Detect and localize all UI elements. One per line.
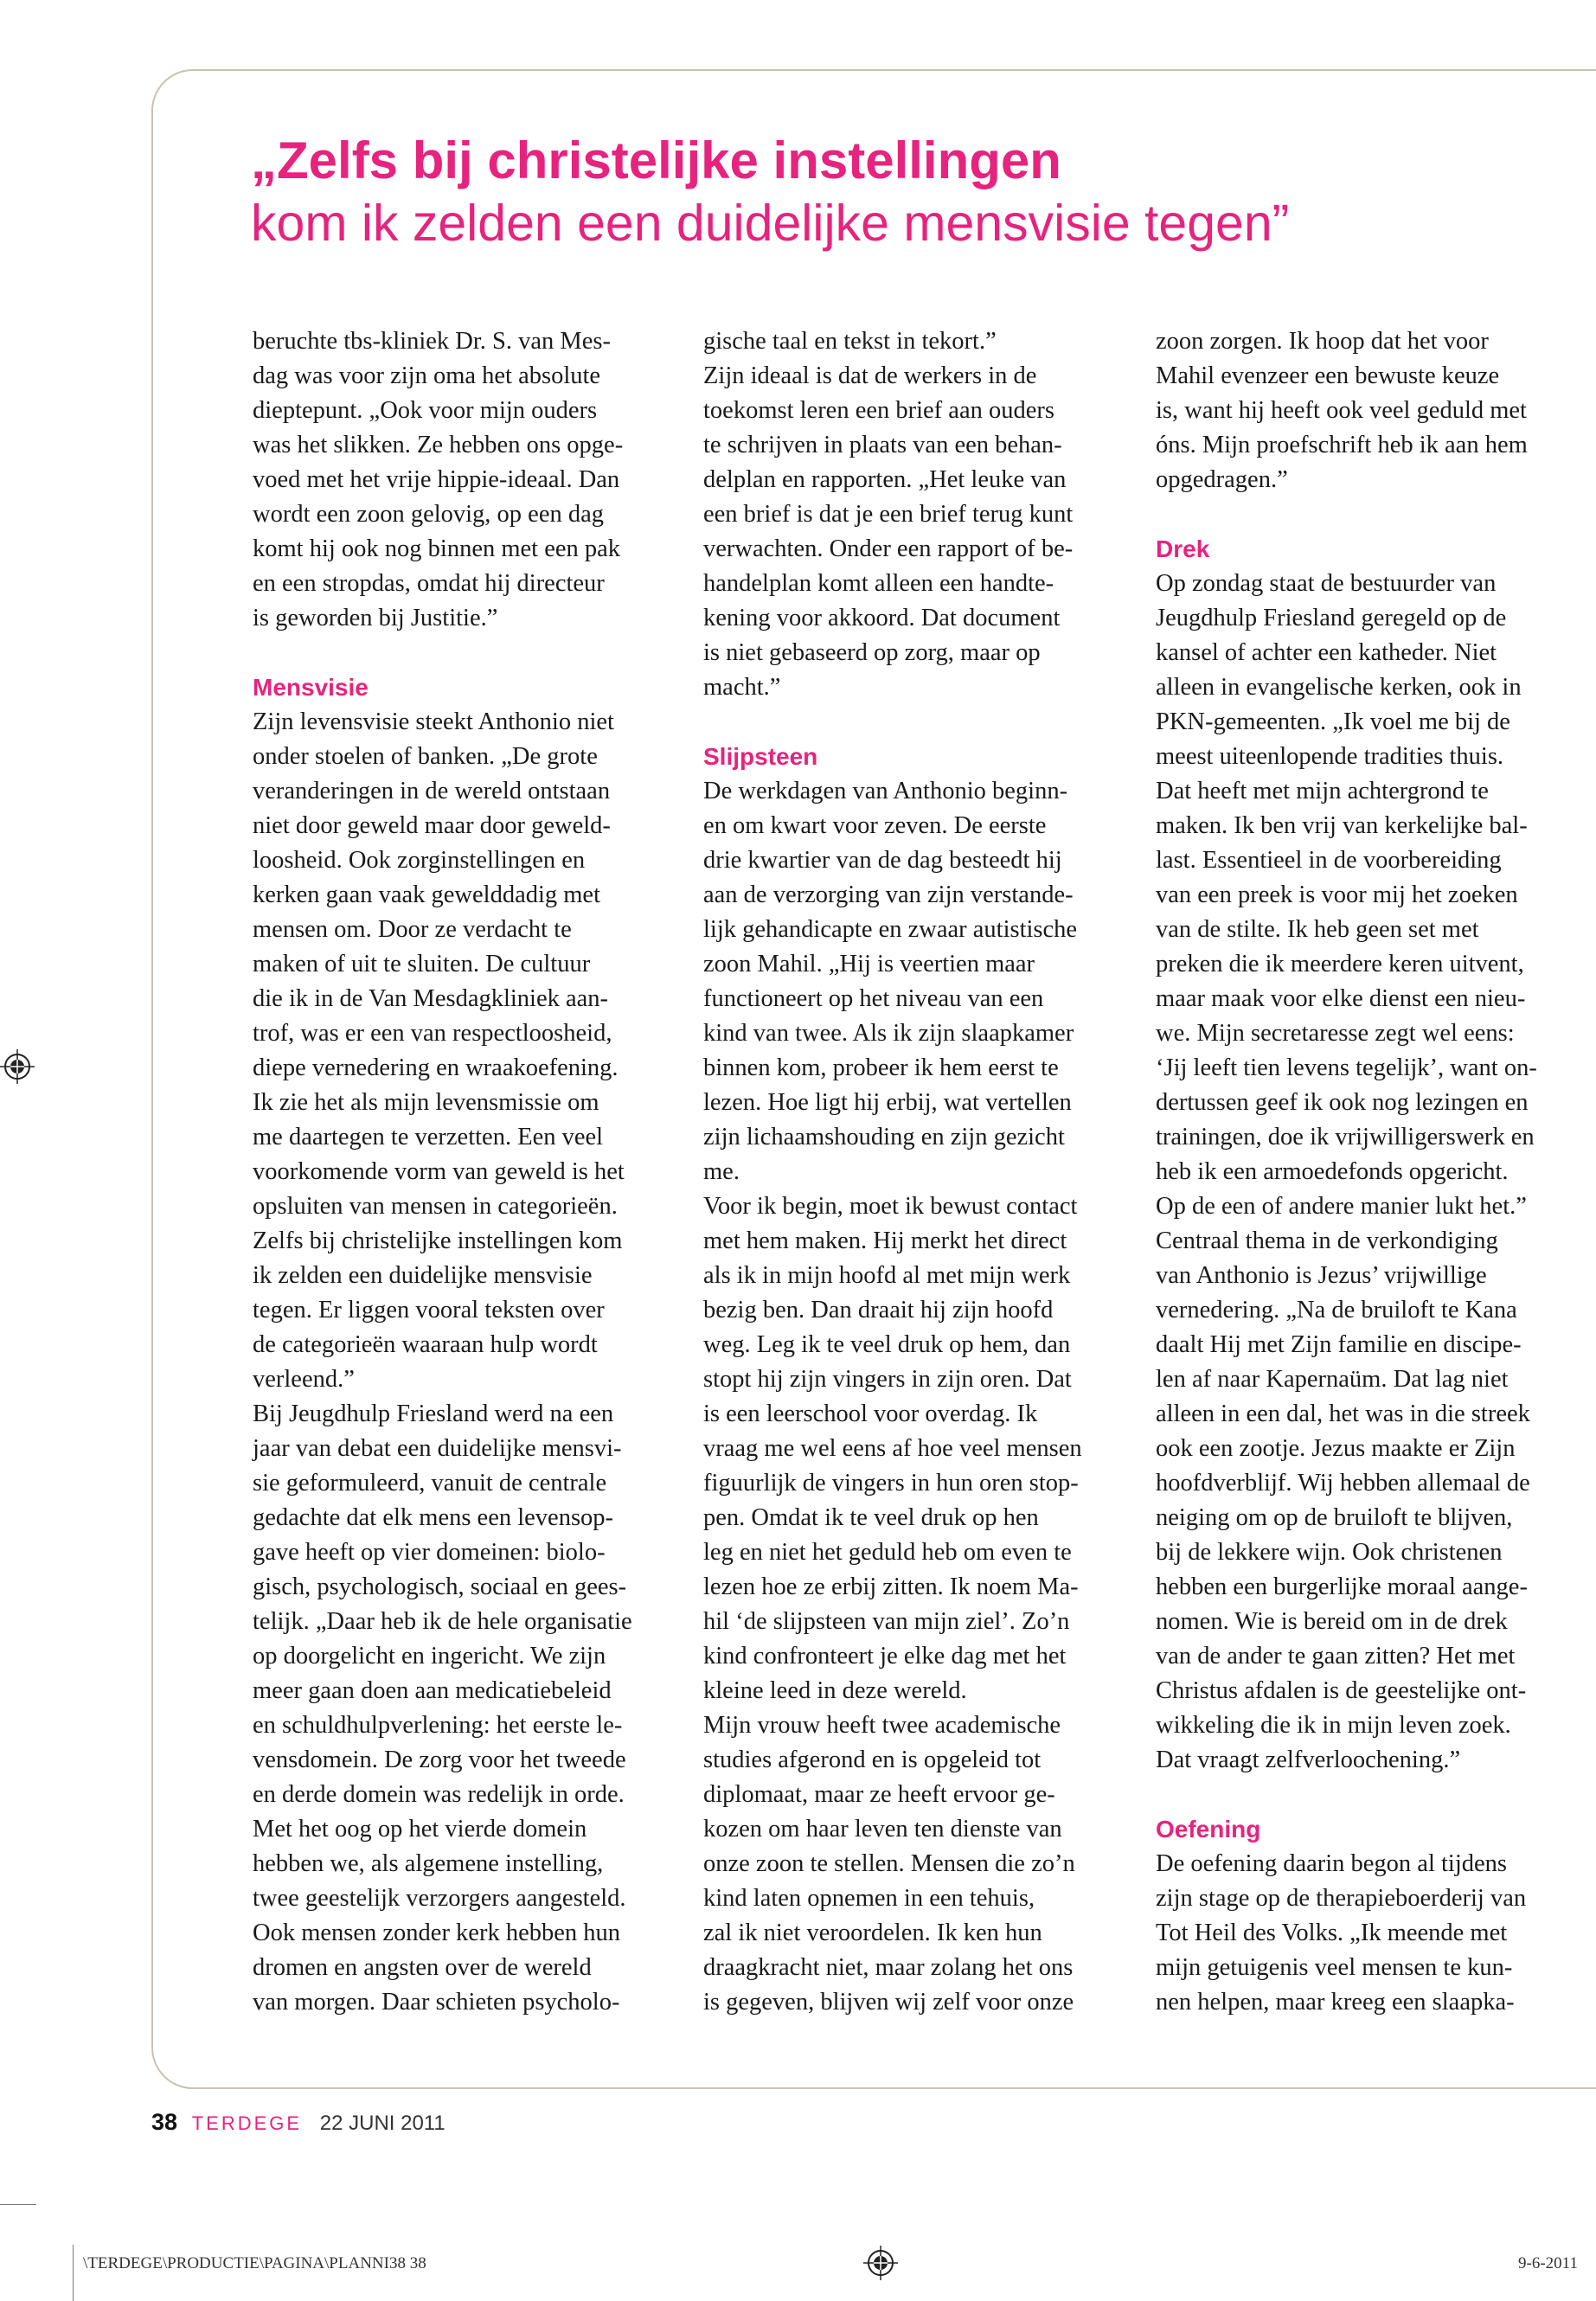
text-line: en een stropdas, omdat hij directeur (253, 570, 605, 597)
text-line: Met het oog op het vierde domein (253, 1816, 587, 1843)
text-line: loosheid. Ook zorginstellingen en (253, 847, 586, 874)
text-line: was het slikken. Ze hebben ons opge- (253, 432, 624, 458)
text-line: een brief is dat je een brief terug kunt (703, 501, 1074, 528)
text-line: maken. Ik ben vrij van kerkelijke bal- (1156, 812, 1528, 839)
paragraph (703, 324, 1123, 705)
text-line: is een leerschool voor overdag. Ik (703, 1400, 1038, 1427)
text-line: alleen in evangelische kerken, ook in (1156, 674, 1522, 701)
text-line: komt hij ook nog binnen met een pak (253, 535, 621, 562)
text-line: len af naar Kapernaüm. Dat lag niet (1156, 1366, 1509, 1393)
text-line: als ik in mijn hoofd al met mijn werk (703, 1262, 1071, 1289)
text-line: nen helpen, maar kreeg een slaapka- (1156, 1989, 1515, 2016)
text-line: figuurlijk de vingers in hun oren stop- (703, 1470, 1079, 1497)
text-line: die ik in de Van Mesdagkliniek aan- (253, 985, 609, 1012)
text-line: met hem maken. Hij merkt het direct (703, 1227, 1067, 1254)
text-line: lezen. Hoe ligt hij erbij, wat vertellen (703, 1089, 1072, 1116)
text-line: hoofdverblijf. Wij hebben allemaal de (1156, 1470, 1530, 1497)
text-line: PKN-gemeenten. „Ik voel me bij de (1156, 708, 1510, 735)
text-line: Tot Heil des Volks. „Ik meende met (1156, 1920, 1508, 1946)
paragraph (253, 324, 672, 636)
column-1 (253, 324, 672, 2020)
text-line: gische taal en tekst in tekort.” (703, 328, 997, 355)
text-line: studies afgerond en is opgeleid tot (703, 1747, 1042, 1773)
text-line: lijk gehandicapte en zwaar autistische (703, 916, 1078, 943)
text-line: Bij Jeugdhulp Friesland werd na een (253, 1400, 614, 1427)
text-line: ik zelden een duidelijke mensvisie (253, 1262, 593, 1289)
text-line: Zijn ideaal is dat de werkers in de (703, 362, 1037, 389)
slug-date: 9-6-2011 (1518, 2254, 1578, 2272)
text-line: pen. Omdat ik te veel druk op hen (703, 1504, 1039, 1531)
paragraph (1156, 567, 1575, 1778)
slug-path: \TERDEGE\PRODUCTIE\PAGINA\PLANNI38 38 (83, 2254, 426, 2272)
registration-mark-bottom-icon (863, 2246, 898, 2280)
text-line: sie geformuleerd, vanuit de centrale (253, 1470, 607, 1497)
text-line: van een preek is voor mij het zoeken (1156, 881, 1518, 908)
text-line: heb ik een armoedefonds opgericht. (1156, 1158, 1509, 1185)
paragraph (703, 774, 1123, 2020)
text-line: trainingen, doe ik vrijwilligerswerk en (1156, 1124, 1535, 1150)
text-line: kansel of achter een katheder. Niet (1156, 639, 1497, 666)
headline (251, 130, 1505, 254)
text-line: Dat heeft met mijn achtergrond te (1156, 778, 1489, 804)
text-line: functioneert op het niveau van een (703, 985, 1044, 1012)
text-line: gedachte dat elk mens een levensop- (253, 1504, 614, 1531)
text-line: zoon Mahil. „Hij is veertien maar (703, 951, 1035, 977)
text-line: we. Mijn secretaresse zegt wel eens: (1156, 1020, 1515, 1047)
registration-mark-icon (0, 1049, 35, 1084)
paragraph (1156, 1847, 1575, 2020)
text-line: is, want hij heeft ook veel geduld met (1156, 397, 1527, 424)
text-line: tegen. Er liggen vooral teksten over (253, 1297, 605, 1324)
text-line: Dat vraagt zelfverloochening.” (1156, 1747, 1461, 1773)
text-line: is geworden bij Justitie.” (253, 605, 498, 631)
text-line: me. (703, 1158, 740, 1185)
text-line: kind laten opnemen in een tehuis, (703, 1885, 1035, 1912)
text-line: vernedering. „Na de bruiloft te Kana (1156, 1297, 1517, 1324)
text-line: en derde domein was redelijk in orde. (253, 1781, 625, 1808)
text-line: onze zoon te stellen. Mensen die zo’n (703, 1850, 1075, 1877)
crop-mark-left (0, 2204, 36, 2205)
text-line: dag was voor zijn oma het absolute (253, 362, 601, 389)
text-line: hebben we, als algemene instelling, (253, 1850, 604, 1877)
text-line: ‘Jij leeft tien levens tegelijk’, want on- (1156, 1054, 1537, 1081)
text-line: De oefening daarin begon al tijdens (1156, 1850, 1507, 1877)
text-line: maar maak voor elke dienst een nieu- (1156, 985, 1526, 1012)
page-number: 38 (151, 2109, 178, 2135)
subheading: Drek (1156, 535, 1210, 562)
text-line: neiging om op de bruiloft te blijven, (1156, 1504, 1513, 1531)
text-line: meer gaan doen aan medicatiebeleid (253, 1677, 612, 1704)
text-line: vraag me wel eens af hoe veel mensen (703, 1435, 1082, 1462)
text-line: toekomst leren een brief aan ouders (703, 397, 1054, 424)
text-line: diepe vernedering en wraakoefening. (253, 1054, 619, 1081)
text-line: Zijn levensvisie steekt Anthonio niet (253, 708, 614, 735)
text-line: zal ik niet veroordelen. Ik ken hun (703, 1920, 1042, 1946)
text-line: kleine leed in deze wereld. (703, 1677, 967, 1704)
text-line: is niet gebaseerd op zorg, maar op (703, 639, 1041, 666)
text-line: jaar van debat een duidelijke mensvi- (253, 1435, 622, 1462)
text-line: wordt een zoon gelovig, op een dag (253, 501, 604, 528)
text-line: mijn getuigenis veel mensen te kun- (1156, 1954, 1513, 1981)
text-line: Mahil evenzeer een bewuste keuze (1156, 362, 1500, 389)
text-line: maken of uit te sluiten. De cultuur (253, 951, 591, 977)
issue-date: 22 JUNI 2011 (319, 2112, 445, 2135)
text-line: opsluiten van mensen in categorieën. (253, 1193, 618, 1220)
text-line: nomen. Wie is bereid om in de drek (1156, 1608, 1508, 1635)
text-line: aan de verzorging van zijn verstande- (703, 881, 1074, 908)
text-line: hil ‘de slijpsteen van mijn ziel’. Zo’n (703, 1608, 1070, 1635)
text-line: Jeugdhulp Friesland geregeld op de (1156, 605, 1507, 631)
text-line: dertussen geef ik ook nog lezingen en (1156, 1089, 1529, 1116)
crop-mark-bottom (73, 2245, 74, 2301)
page-footer (151, 2109, 445, 2136)
text-line: dieptepunt. „Ook voor mijn ouders (253, 397, 598, 424)
text-line: bezig ben. Dan draait hij zijn hoofd (703, 1297, 1054, 1324)
text-line: last. Essentieel in de voorbereiding (1156, 847, 1502, 874)
column-3 (1156, 324, 1575, 2020)
text-line: leg en niet het geduld heb om even te (703, 1539, 1072, 1566)
text-line: ook een zootje. Jezus maakte er Zijn (1156, 1435, 1516, 1462)
text-line: opgedragen.” (1156, 466, 1288, 493)
text-line: daalt Hij met Zijn familie en discipe- (1156, 1331, 1522, 1358)
text-line: Zelfs bij christelijke instellingen kom (253, 1227, 623, 1254)
text-line: kerken gaan vaak gewelddadig met (253, 881, 600, 908)
text-line: kind confronteert je elke dag met het (703, 1643, 1067, 1670)
text-line: lezen hoe ze erbij zitten. Ik noem Ma- (703, 1574, 1079, 1600)
text-line: mensen om. Door ze verdacht te (253, 916, 572, 943)
text-line: delplan en rapporten. „Het leuke van (703, 466, 1067, 493)
text-line: onder stoelen of banken. „De grote (253, 743, 598, 770)
subheading: Slijpsteen (703, 743, 818, 770)
magazine-name: TERDEGE (191, 2112, 303, 2134)
paragraph (1156, 324, 1575, 497)
text-line: alleen in een dal, het was in die streek (1156, 1400, 1530, 1427)
text-line: Christus afdalen is de geestelijke ont- (1156, 1677, 1527, 1704)
text-line: vensdomein. De zorg voor het tweede (253, 1747, 626, 1773)
text-line: preken die ik meerdere keren uitvent, (1156, 951, 1524, 977)
subheading: Mensvisie (253, 674, 369, 701)
text-line: wikkeling die ik in mijn leven zoek. (1156, 1712, 1511, 1739)
text-line: draagkracht niet, maar zolang het ons (703, 1954, 1074, 1981)
text-line: beruchte tbs-kliniek Dr. S. van Mes- (253, 328, 611, 355)
text-line: Voor ik begin, moet ik bewust contact (703, 1193, 1078, 1220)
text-line: van Anthonio is Jezus’ vrijwillige (1156, 1262, 1487, 1289)
text-line: drie kwartier van de dag besteedt hij (703, 847, 1062, 874)
text-line: is gegeven, blijven wij zelf voor onze (703, 1989, 1074, 2016)
headline-line-2: kom ik zelden een duidelijke mensvisie tegen” (251, 195, 1290, 252)
headline-line-1: „Zelfs bij christelijke instellingen (251, 131, 1061, 189)
text-line: kening voor akkoord. Dat document (703, 605, 1061, 631)
text-line: trof, was er een van respectloosheid, (253, 1020, 612, 1047)
text-line: te schrijven in plaats van een behan- (703, 432, 1062, 458)
text-line: dromen en angsten over de wereld (253, 1954, 592, 1981)
text-line: diplomaat, maar ze heeft ervoor ge- (703, 1781, 1055, 1808)
subheading: Oefening (1156, 1816, 1261, 1843)
text-line: meest uiteenlopende tradities thuis. (1156, 743, 1504, 770)
text-line: zijn lichaamshouding en zijn gezicht (703, 1124, 1065, 1150)
text-line: zijn stage op de therapieboerderij van (1156, 1885, 1527, 1912)
text-line: Centraal thema in de verkondiging (1156, 1227, 1498, 1254)
text-line: handelplan komt alleen een handte- (703, 570, 1054, 597)
text-line: veranderingen in de wereld ontstaan (253, 778, 611, 804)
text-line: kozen om haar leven ten dienste van (703, 1816, 1062, 1843)
text-line: telijk. „Daar heb ik de hele organisatie (253, 1608, 632, 1635)
text-line: en om kwart voor zeven. De eerste (703, 812, 1047, 839)
text-line: hebben een burgerlijke moraal aange- (1156, 1574, 1528, 1600)
text-line: van morgen. Daar schieten psycholo- (253, 1989, 620, 2016)
column-2 (703, 324, 1123, 2020)
text-line: voorkomende vorm van geweld is het (253, 1158, 625, 1185)
text-line: niet door geweld maar door geweld- (253, 812, 611, 839)
text-line: verwachten. Onder een rapport of be- (703, 535, 1074, 562)
paragraph (253, 705, 672, 2020)
text-line: Mijn vrouw heeft twee academische (703, 1712, 1061, 1739)
text-line: zoon zorgen. Ik hoop dat het voor (1156, 328, 1489, 355)
text-line: me daartegen te verzetten. Een veel (253, 1124, 604, 1150)
text-line: Ook mensen zonder kerk hebben hun (253, 1920, 620, 1946)
text-line: van de ander te gaan zitten? Het met (1156, 1643, 1516, 1670)
text-line: gisch, psychologisch, sociaal en gees- (253, 1574, 627, 1600)
text-line: verleend.” (253, 1366, 355, 1393)
text-line: Op de een of andere manier lukt het.” (1156, 1193, 1527, 1220)
text-line: gave heeft op vier domeinen: biolo- (253, 1539, 606, 1566)
text-line: de categorieën waaraan hulp wordt (253, 1331, 598, 1358)
text-line: bij de lekkere wijn. Ook christenen (1156, 1539, 1503, 1566)
text-line: macht.” (703, 674, 781, 701)
text-line: Op zondag staat de bestuurder van (1156, 570, 1497, 597)
text-line: binnen kom, probeer ik hem eerst te (703, 1054, 1059, 1081)
text-line: van de stilte. Ik heb geen set met (1156, 916, 1479, 943)
text-line: weg. Leg ik te veel druk op hem, dan (703, 1331, 1071, 1358)
text-line: en schuldhulpverlening: het eerste le- (253, 1712, 623, 1739)
text-line: twee geestelijk verzorgers aangesteld. (253, 1885, 626, 1912)
text-line: voed met het vrije hippie-ideaal. Dan (253, 466, 620, 493)
text-line: kind van twee. Als ik zijn slaapkamer (703, 1020, 1074, 1047)
text-line: Ik zie het als mijn levensmissie om (253, 1089, 599, 1116)
text-line: op doorgelicht en ingericht. We zijn (253, 1643, 606, 1670)
text-line: óns. Mijn proefschrift heb ik aan hem (1156, 432, 1528, 458)
text-line: stopt hij zijn vingers in zijn oren. Dat (703, 1366, 1072, 1393)
text-line: De werkdagen van Anthonio beginn- (703, 778, 1068, 804)
